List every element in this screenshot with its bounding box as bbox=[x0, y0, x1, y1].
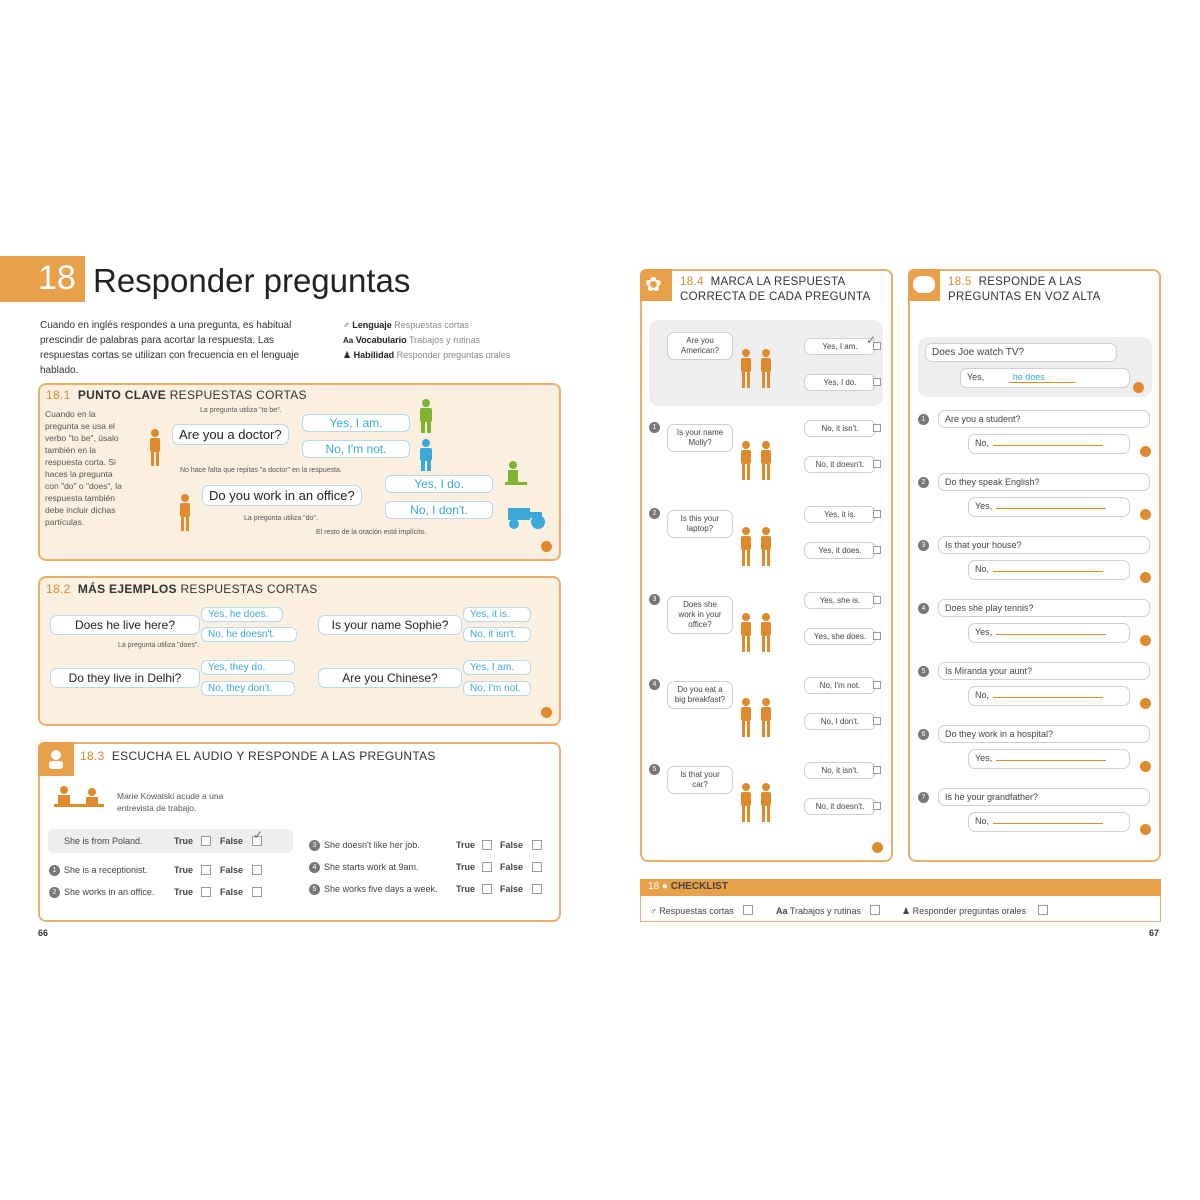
item-number: 2 bbox=[918, 477, 929, 488]
question-bubble: Are you a student? bbox=[938, 410, 1150, 428]
language-icon: ♂ bbox=[650, 906, 657, 916]
answer-option: No, I don't. bbox=[804, 713, 876, 730]
answer-option: No, I'm not. bbox=[804, 677, 876, 694]
true-label: True bbox=[174, 836, 194, 846]
question-bubble: Is your name Molly? bbox=[667, 424, 733, 452]
true-checkbox[interactable] bbox=[482, 884, 492, 894]
answer-start: Yes, bbox=[975, 501, 993, 511]
item-number: 5 bbox=[918, 666, 929, 677]
answer-no-im-not-2: No, I'm not. bbox=[463, 681, 531, 696]
question-bubble: Is Miranda your aunt? bbox=[938, 662, 1150, 680]
example-answer-fill: he does bbox=[1009, 372, 1075, 383]
answer-yes-i-do: Yes, I do. bbox=[385, 475, 493, 493]
answer-input[interactable] bbox=[968, 686, 1130, 706]
answer-yes-he-does: Yes, he does. bbox=[201, 607, 283, 622]
false-label: False bbox=[220, 887, 244, 897]
s183-desc: Marie Kowalski acude a una entrevista de trabajo. bbox=[117, 791, 224, 813]
answer-checkbox[interactable] bbox=[873, 546, 881, 554]
item-number-1: 1 bbox=[49, 865, 60, 876]
answer-line bbox=[993, 564, 1103, 572]
answer-option: Yes, I do. bbox=[804, 374, 876, 391]
false-checkbox[interactable] bbox=[532, 840, 542, 850]
bubble-is-your-name-sophie: Is your name Sophie? bbox=[318, 615, 462, 635]
question-bubble: Is he your grandfather? bbox=[938, 788, 1150, 806]
true-checkbox[interactable] bbox=[482, 840, 492, 850]
check-mark-icon: ✓ bbox=[866, 333, 877, 347]
false-checkbox[interactable] bbox=[252, 865, 262, 875]
checklist-item-2: Aa Trabajos y rutinas bbox=[776, 906, 862, 916]
false-checkbox[interactable] bbox=[532, 884, 542, 894]
checklist-checkbox-3[interactable] bbox=[1038, 905, 1048, 915]
s183-left-2: She works in an office. bbox=[64, 887, 155, 897]
section-18-3-title: 18.3 ESCUCHA EL AUDIO Y RESPONDE A LAS PREGUNTAS bbox=[80, 749, 436, 763]
audio-icon[interactable] bbox=[1140, 509, 1151, 520]
answer-input[interactable] bbox=[968, 812, 1130, 832]
checklist-checkbox-2[interactable] bbox=[870, 905, 880, 915]
person-icon bbox=[148, 428, 162, 473]
s183-right-1: She starts work at 9am. bbox=[324, 862, 419, 872]
item-number-4: 4 bbox=[309, 862, 320, 873]
people-illustration bbox=[737, 782, 781, 831]
answer-checkbox[interactable] bbox=[873, 632, 881, 640]
answer-option: Yes, she is. bbox=[804, 592, 876, 609]
listening-icon bbox=[46, 748, 66, 775]
item-number-5: 5 bbox=[309, 884, 320, 895]
skill-icon: ♟ bbox=[343, 350, 352, 360]
answer-option: No, it doesn't. bbox=[804, 798, 876, 815]
intro-text: Cuando en inglés respondes a una pregunta, es habitual prescindir de palabras para acortar la respuesta. Las respuestas cortas se utilizan con frecuencia en el lenguaje hablado. bbox=[40, 320, 300, 376]
true-checkbox[interactable] bbox=[201, 865, 211, 875]
answer-checkbox[interactable] bbox=[873, 378, 881, 386]
section-18-2 bbox=[38, 576, 561, 726]
answer-input[interactable] bbox=[968, 560, 1130, 580]
answer-no-it-isnt: No, it isn't. bbox=[463, 627, 531, 642]
language-icon: ♂ bbox=[343, 320, 350, 330]
question-bubble: Is that your car? bbox=[667, 766, 733, 794]
question-bubble: Do you eat a big breakfast? bbox=[667, 681, 733, 709]
people-illustration bbox=[737, 612, 781, 661]
checklist-item-3: ♟ Responder preguntas orales bbox=[902, 906, 1027, 916]
office-worker-icon bbox=[503, 460, 529, 495]
item-number: 5 bbox=[649, 764, 660, 775]
bubble-are-you-chinese: Are you Chinese? bbox=[318, 668, 462, 688]
check-mark-icon: ✓ bbox=[253, 828, 264, 842]
page-number-right: 67 bbox=[1149, 928, 1160, 938]
question-bubble: Is this your laptop? bbox=[667, 510, 733, 538]
audio-icon[interactable] bbox=[1140, 635, 1151, 646]
false-label: False bbox=[500, 884, 524, 894]
checklist-checkbox-1[interactable] bbox=[743, 905, 753, 915]
s183-left-0: She is from Poland. bbox=[64, 836, 143, 846]
question-bubble: Are you American? bbox=[667, 332, 733, 360]
audio-icon[interactable] bbox=[1140, 698, 1151, 709]
worker-icon bbox=[416, 438, 436, 477]
question-bubble: Is that your house? bbox=[938, 536, 1150, 554]
answer-start: No, bbox=[975, 438, 990, 448]
answer-yes-i-am-2: Yes, I am. bbox=[463, 660, 531, 675]
true-checkbox[interactable] bbox=[201, 887, 211, 897]
s181-side-note: Cuando en la pregunta se usa el verbo "to be", úsalo también en la respuesta corta. Si haces la pregunta con "do" o "does", la respuesta también debe incluir dichas partículas. bbox=[45, 409, 122, 527]
answer-line bbox=[993, 690, 1103, 698]
note-no-repeat: No hace falta que repitas "a doctor" en la respuesta. bbox=[180, 467, 342, 474]
true-checkbox[interactable] bbox=[201, 836, 211, 846]
audio-icon[interactable] bbox=[1140, 446, 1151, 457]
answer-checkbox[interactable] bbox=[873, 460, 881, 468]
answer-no-they-dont: No, they don't. bbox=[201, 681, 295, 696]
note-uses-do: La pregunta utiliza "do". bbox=[244, 515, 318, 522]
bubble-does-he-live-here: Does he live here? bbox=[50, 615, 200, 635]
question-bubble: Does she play tennis? bbox=[938, 599, 1150, 617]
answer-option: Yes, it does. bbox=[804, 542, 876, 559]
answer-start: No, bbox=[975, 564, 990, 574]
note-uses-does: La pregunta utiliza "does". bbox=[118, 642, 200, 649]
people-illustration bbox=[737, 348, 781, 397]
item-number: 7 bbox=[918, 792, 929, 803]
answer-option: Yes, it is. bbox=[804, 506, 876, 523]
bubble-do-they-live-in-delhi: Do they live in Delhi? bbox=[50, 668, 200, 688]
false-label: False bbox=[220, 865, 244, 875]
gear-icon: ✿ bbox=[645, 274, 662, 296]
meta-skill: ♟ Habilidad Responder preguntas orales bbox=[343, 350, 511, 360]
item-number: 3 bbox=[918, 540, 929, 551]
skill-icon: ♟ bbox=[902, 906, 911, 916]
meta-vocab: Aa Vocabulario Trabajos y rutinas bbox=[343, 335, 481, 345]
s183-right-2: She works five days a week. bbox=[324, 884, 438, 894]
question-bubble: Do they work in a hospital? bbox=[938, 725, 1150, 743]
page-number-left: 66 bbox=[38, 928, 49, 938]
section-18-1-title: 18.1 PUNTO CLAVE RESPUESTAS CORTAS bbox=[46, 388, 307, 402]
answer-input[interactable] bbox=[968, 623, 1130, 643]
answer-option: Yes, she does. bbox=[804, 628, 876, 645]
answer-input[interactable] bbox=[968, 497, 1130, 517]
section-18-5-title: 18.5 RESPONDE A LAS PREGUNTAS EN VOZ ALTA bbox=[948, 276, 1101, 303]
answer-start: No, bbox=[975, 690, 990, 700]
audio-icon[interactable] bbox=[1140, 572, 1151, 583]
answer-line bbox=[993, 438, 1103, 446]
item-number-2: 2 bbox=[49, 887, 60, 898]
answer-checkbox[interactable] bbox=[873, 424, 881, 432]
answer-option: Yes, I am. bbox=[804, 338, 876, 355]
audio-icon-18-1[interactable] bbox=[541, 541, 552, 552]
bubble-do-you-work-in-an-office: Do you work in an office? bbox=[202, 485, 362, 506]
page-title: Responder preguntas bbox=[93, 262, 411, 299]
answer-checkbox[interactable] bbox=[873, 596, 881, 604]
section-18-4-title: 18.4 MARCA LA RESPUESTA CORRECTA DE CADA PREGUNTA bbox=[680, 276, 871, 303]
item-number: 1 bbox=[649, 422, 660, 433]
s183-right-0: She doesn't like her job. bbox=[324, 840, 420, 850]
item-number: 1 bbox=[918, 414, 929, 425]
false-label: False bbox=[500, 840, 524, 850]
answer-no-i-dont: No, I don't. bbox=[385, 501, 493, 519]
note-implicit: El resto de la oración está implícito. bbox=[316, 529, 427, 536]
answer-checkbox[interactable] bbox=[873, 717, 881, 725]
answer-option: No, it doesn't. bbox=[804, 456, 876, 473]
true-label: True bbox=[174, 887, 194, 897]
true-label: True bbox=[456, 862, 476, 872]
tractor-icon bbox=[500, 502, 548, 535]
item-number: 3 bbox=[649, 594, 660, 605]
answer-line bbox=[996, 501, 1106, 509]
question-bubble: Does she work in your office? bbox=[667, 596, 733, 634]
example-answer-start: Yes, bbox=[967, 372, 985, 382]
answer-checkbox[interactable] bbox=[873, 802, 881, 810]
true-label: True bbox=[456, 840, 476, 850]
false-checkbox[interactable] bbox=[252, 887, 262, 897]
answer-input[interactable] bbox=[968, 434, 1130, 454]
item-number: 6 bbox=[918, 729, 929, 740]
audio-icon[interactable] bbox=[1140, 824, 1151, 835]
checklist-title: 18 ● CHECKLIST bbox=[648, 881, 728, 892]
note-uses-to-be: La pregunta utiliza "to be". bbox=[200, 407, 282, 414]
item-number-3: 3 bbox=[309, 840, 320, 851]
answer-option: No, it isn't. bbox=[804, 762, 876, 779]
item-number: 2 bbox=[649, 508, 660, 519]
person-icon-2 bbox=[178, 493, 192, 538]
answer-option: No, it isn't. bbox=[804, 420, 876, 437]
item-number: 4 bbox=[649, 679, 660, 690]
audio-icon-18-2[interactable] bbox=[541, 707, 552, 718]
true-label: True bbox=[456, 884, 476, 894]
doctor-icon bbox=[416, 398, 436, 439]
true-checkbox[interactable] bbox=[482, 862, 492, 872]
meta-block bbox=[343, 318, 543, 363]
answer-line bbox=[993, 816, 1103, 824]
audio-icon-18-4[interactable] bbox=[872, 842, 883, 853]
true-label: True bbox=[174, 865, 194, 875]
unit-number: 18 bbox=[38, 259, 76, 297]
people-illustration bbox=[737, 526, 781, 575]
s183-left-1: She is a receptionist. bbox=[64, 865, 148, 875]
false-label: False bbox=[500, 862, 524, 872]
false-label: False bbox=[220, 836, 244, 846]
answer-start: No, bbox=[975, 816, 990, 826]
answer-checkbox[interactable] bbox=[873, 766, 881, 774]
people-illustration bbox=[737, 440, 781, 489]
bubble-are-you-a-doctor: Are you a doctor? bbox=[172, 424, 289, 445]
people-illustration bbox=[737, 697, 781, 746]
example-answer-box bbox=[960, 368, 1130, 388]
answer-checkbox[interactable] bbox=[873, 681, 881, 689]
checklist-item-1: ♂ Respuestas cortas bbox=[650, 906, 734, 916]
speech-icon bbox=[913, 276, 935, 293]
interview-illustration bbox=[52, 784, 106, 821]
answer-yes-they-do: Yes, they do. bbox=[201, 660, 295, 675]
answer-no-he-doesnt: No, he doesn't. bbox=[201, 627, 297, 642]
answer-yes-it-is: Yes, it is. bbox=[463, 607, 531, 622]
example-question: Does Joe watch TV? bbox=[925, 343, 1117, 362]
question-bubble: Do they speak English? bbox=[938, 473, 1150, 491]
answer-no-im-not: No, I'm not. bbox=[302, 440, 410, 458]
answer-input[interactable] bbox=[968, 749, 1130, 769]
answer-checkbox[interactable] bbox=[873, 510, 881, 518]
section-18-2-title: 18.2 MÁS EJEMPLOS RESPUESTAS CORTAS bbox=[46, 582, 318, 596]
item-number: 4 bbox=[918, 603, 929, 614]
answer-line bbox=[996, 627, 1106, 635]
answer-line bbox=[996, 753, 1106, 761]
audio-icon[interactable] bbox=[1140, 761, 1151, 772]
meta-language: ♂ Lenguaje Respuestas cortas bbox=[343, 320, 469, 330]
false-checkbox[interactable] bbox=[532, 862, 542, 872]
answer-start: Yes, bbox=[975, 627, 993, 637]
audio-icon[interactable] bbox=[1133, 382, 1144, 393]
answer-yes-i-am: Yes, I am. bbox=[302, 414, 410, 432]
answer-start: Yes, bbox=[975, 753, 993, 763]
